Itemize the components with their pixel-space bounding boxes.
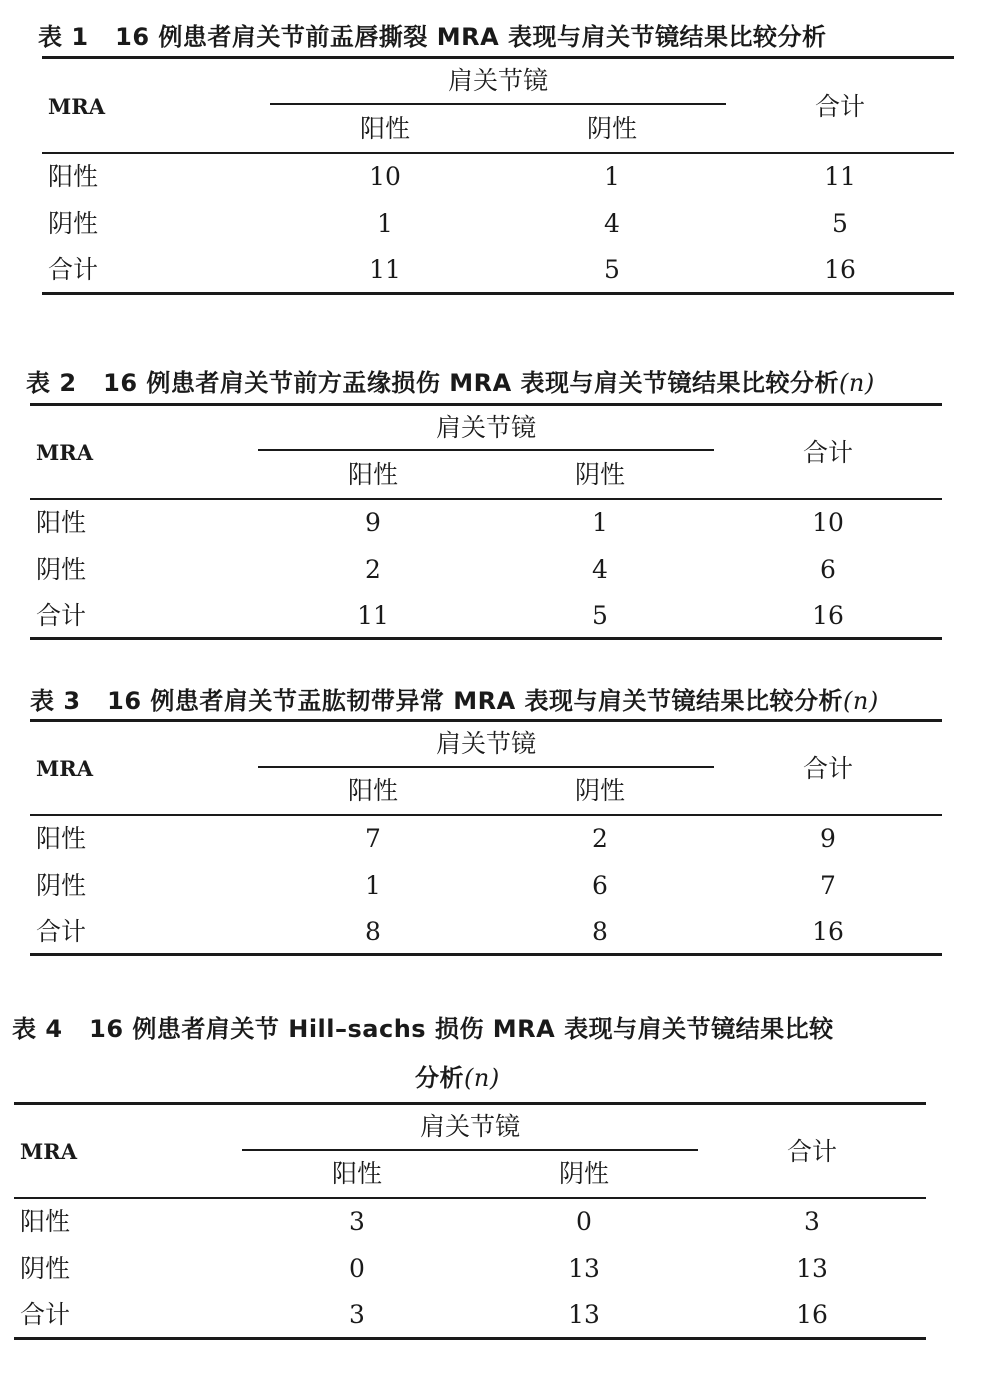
row-label: 合计 — [36, 601, 87, 630]
cell-total: 5 — [832, 209, 848, 238]
header-rule — [30, 498, 942, 500]
col-header-positive: 阳性 — [331, 1159, 383, 1188]
group-rule — [242, 1149, 698, 1151]
group-header: 肩关节镜 — [447, 66, 549, 95]
header-rule — [30, 814, 942, 816]
cell-positive: 11 — [369, 255, 401, 284]
bottom-rule — [42, 292, 954, 295]
cell-negative: 13 — [568, 1300, 600, 1329]
bottom-rule — [30, 637, 942, 640]
row-header-label: MRA — [36, 756, 93, 781]
caption-text-line2: 分析 — [415, 1064, 464, 1092]
row-label: 合计 — [48, 255, 99, 284]
caption-text: 16 例患者肩关节前盂唇撕裂 MRA 表现与肩关节镜结果比较分析 — [115, 23, 827, 51]
row-label: 阳性 — [36, 508, 87, 537]
cell-positive: 3 — [349, 1300, 365, 1329]
cell-positive: 0 — [349, 1254, 365, 1283]
row-label: 阴性 — [48, 209, 99, 238]
row-label: 阴性 — [36, 871, 87, 900]
row-label: 阳性 — [36, 824, 87, 853]
caption-suffix: (n) — [464, 1064, 500, 1092]
col-header-total: 合计 — [814, 92, 866, 121]
cell-total: 6 — [820, 555, 836, 584]
group-header: 肩关节镜 — [419, 1112, 521, 1141]
col-header-negative: 阴性 — [586, 114, 638, 143]
caption-label: 表 2 — [26, 369, 77, 397]
cell-negative: 5 — [592, 601, 608, 630]
cell-total: 7 — [820, 871, 836, 900]
cell-negative: 4 — [592, 555, 608, 584]
header-rule — [42, 152, 954, 154]
caption-text: 16 例患者肩关节前方盂缘损伤 MRA 表现与肩关节镜结果比较分析 — [103, 369, 840, 397]
cell-negative: 4 — [604, 209, 620, 238]
row-label: 合计 — [20, 1300, 71, 1329]
col-header-positive: 阳性 — [347, 460, 399, 489]
col-header-positive: 阳性 — [347, 776, 399, 805]
caption-suffix: (n) — [843, 687, 879, 715]
row-header-label: MRA — [36, 440, 93, 465]
cell-total: 16 — [824, 255, 856, 284]
table-caption — [38, 22, 827, 52]
group-header: 肩关节镜 — [435, 413, 537, 442]
row-label: 阳性 — [48, 162, 99, 191]
row-label: 合计 — [36, 917, 87, 946]
row-label: 阴性 — [36, 555, 87, 584]
cell-negative: 0 — [576, 1207, 592, 1236]
caption-label: 表 4 — [12, 1015, 63, 1043]
cell-negative: 13 — [568, 1254, 600, 1283]
header-rule — [14, 1197, 926, 1199]
cell-positive: 2 — [365, 555, 381, 584]
caption-label: 表 1 — [38, 23, 89, 51]
bottom-rule — [30, 953, 942, 956]
cell-total: 9 — [820, 824, 836, 853]
cell-positive: 1 — [377, 209, 393, 238]
table-caption — [26, 368, 875, 398]
top-rule — [30, 719, 942, 722]
table-caption — [30, 686, 879, 716]
row-label: 阴性 — [20, 1254, 71, 1283]
cell-positive: 3 — [349, 1207, 365, 1236]
cell-negative: 1 — [592, 508, 608, 537]
cell-total: 11 — [824, 162, 856, 191]
cell-negative: 5 — [604, 255, 620, 284]
top-rule — [30, 403, 942, 406]
cell-positive: 8 — [365, 917, 381, 946]
cell-total: 13 — [796, 1254, 828, 1283]
table-caption-line2 — [415, 1063, 500, 1093]
group-rule — [258, 449, 714, 451]
col-header-negative: 阴性 — [574, 460, 626, 489]
col-header-negative: 阴性 — [574, 776, 626, 805]
cell-positive: 9 — [365, 508, 381, 537]
top-rule — [42, 56, 954, 59]
cell-negative: 2 — [592, 824, 608, 853]
row-header-label: MRA — [20, 1139, 77, 1164]
bottom-rule — [14, 1337, 926, 1340]
caption-text: 16 例患者肩关节 Hill–sachs 损伤 MRA 表现与肩关节镜结果比较 — [89, 1015, 834, 1043]
top-rule — [14, 1102, 926, 1105]
caption-suffix: (n) — [839, 369, 875, 397]
group-header: 肩关节镜 — [435, 729, 537, 758]
cell-total: 16 — [796, 1300, 828, 1329]
caption-text: 16 例患者肩关节盂肱韧带异常 MRA 表现与肩关节镜结果比较分析 — [107, 687, 844, 715]
group-rule — [270, 103, 726, 105]
cell-negative: 6 — [592, 871, 608, 900]
cell-positive: 1 — [365, 871, 381, 900]
cell-negative: 1 — [604, 162, 620, 191]
caption-label: 表 3 — [30, 687, 81, 715]
row-label: 阳性 — [20, 1207, 71, 1236]
group-rule — [258, 766, 714, 768]
cell-positive: 11 — [357, 601, 389, 630]
col-header-positive: 阳性 — [359, 114, 411, 143]
cell-total: 16 — [812, 917, 844, 946]
cell-total: 16 — [812, 601, 844, 630]
cell-negative: 8 — [592, 917, 608, 946]
row-header-label: MRA — [48, 94, 105, 119]
col-header-total: 合计 — [786, 1137, 838, 1166]
col-header-total: 合计 — [802, 754, 854, 783]
cell-total: 3 — [804, 1207, 820, 1236]
table-caption — [12, 1014, 834, 1044]
cell-total: 10 — [812, 508, 844, 537]
col-header-total: 合计 — [802, 438, 854, 467]
col-header-negative: 阴性 — [558, 1159, 610, 1188]
cell-positive: 7 — [365, 824, 381, 853]
cell-positive: 10 — [369, 162, 401, 191]
